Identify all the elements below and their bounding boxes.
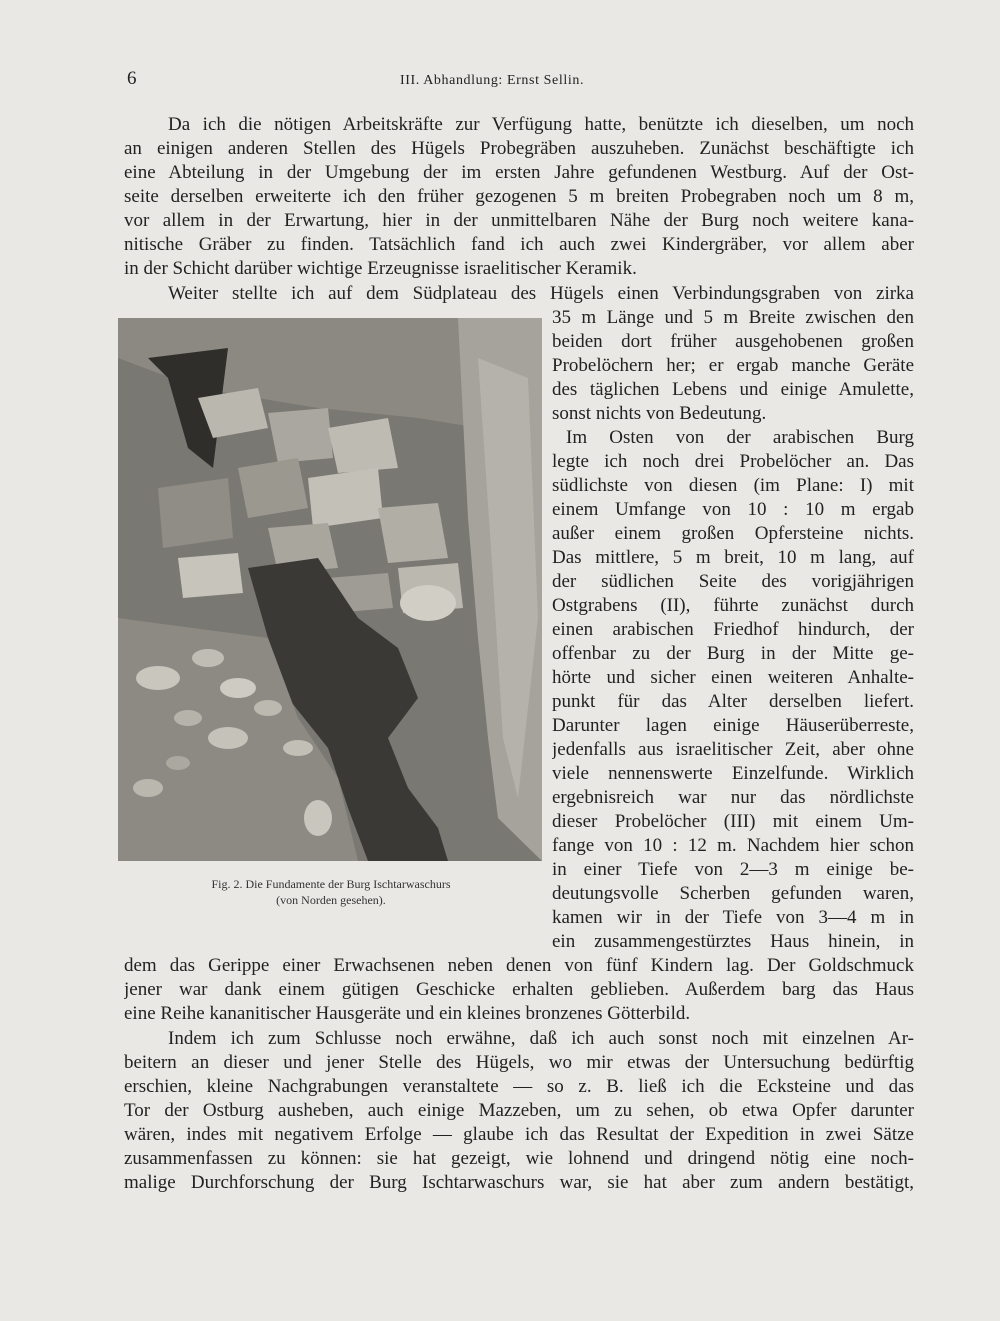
text-line: fange von 10 : 12 m. Nachdem hier schon <box>552 835 914 856</box>
text-line: Probelöchern her; er ergab manche Geräte <box>552 355 914 376</box>
text-line: Da ich die nötigen Arbeitskräfte zur Verfügung hatte, benützte ich dieselben, um noch <box>168 114 914 135</box>
text-line: kamen wir in der Tiefe von 3—4 m in <box>552 907 914 928</box>
text-line: malige Durchforschung der Burg Ischtarwaschurs war, sie hat aber zum andern bestätigt, <box>124 1172 914 1193</box>
caption-line: (von Norden gesehen). <box>276 893 386 907</box>
text-line: eine Reihe kananitischer Hausgeräte und ein kleines bronzenes Götterbild. <box>124 1003 691 1024</box>
text-line: Indem ich zum Schlusse noch erwähne, daß ich auch sonst noch mit einzelnen Ar- <box>168 1028 914 1049</box>
text-line: beiden dort früher ausgehobenen großen <box>552 331 914 352</box>
text-line: Das mittlere, 5 m breit, 10 m lang, auf <box>552 547 914 568</box>
text-line: dem das Gerippe einer Erwachsenen neben denen von fünf Kindern lag. Der Goldschmuck <box>124 955 914 976</box>
text-line: außer einem großen Opfersteine nichts. <box>552 523 914 544</box>
text-line: 35 m Länge und 5 m Breite zwischen den <box>552 307 914 328</box>
running-head: III. Abhandlung: Ernst Sellin. <box>400 73 585 88</box>
text-line: legte ich noch drei Probelöcher an. Das <box>552 451 914 472</box>
text-line: südlichste von diesen (im Plane: I) mit <box>552 475 914 496</box>
text-line: des täglichen Lebens und einige Amulette, <box>552 379 914 400</box>
text-line: Weiter stellte ich auf dem Südplateau des Hügels einen Verbindungsgraben von zirka <box>168 283 914 304</box>
text-line: viele nennenswerte Einzelfunde. Wirklich <box>552 763 914 784</box>
text-line: zusammenfassen zu können: sie hat gezeigt, wie lohnend und dringend nötig eine noch- <box>124 1148 914 1169</box>
text-line: vor allem in der Erwartung, hier in der unmittelbaren Nähe der Burg noch weitere kana- <box>124 210 914 231</box>
text-line: offenbar zu der Burg in der Mitte ge- <box>552 643 914 664</box>
text-line: einen arabischen Friedhof hindurch, der <box>552 619 914 640</box>
text-line: erschien, kleine Nachgrabungen veranstaltete — so z. B. ließ ich die Ecksteine und das <box>124 1076 914 1097</box>
text-line: einem Umfange von 10 : 10 m ergab <box>552 499 914 520</box>
text-line: ein zusammengestürztes Haus hinein, in <box>552 931 914 952</box>
text-line: in der Schicht darüber wichtige Erzeugnisse israelitischer Keramik. <box>124 258 637 279</box>
text-line: wären, indes mit negativem Erfolge — glaube ich das Resultat der Expedition in zwei Sätze <box>124 1124 914 1145</box>
figure-caption <box>120 876 542 908</box>
text-line: ergebnisreich war nur das nördlichste <box>552 787 914 808</box>
text-line: jener war dank einem gütigen Geschicke erhalten geblieben. Außerdem barg das Haus <box>124 979 914 1000</box>
text-line: nitische Gräber zu finden. Tatsächlich fand ich auch zwei Kindergräber, vor allem aber <box>124 234 914 255</box>
text-line: sonst nichts von Bedeutung. <box>552 403 767 424</box>
text-line: jedenfalls aus israelitischer Zeit, aber ohne <box>552 739 914 760</box>
page-number: 6 <box>127 68 137 89</box>
text-line: beitern an dieser und jener Stelle des Hügels, wo mir etwas der Untersuchung bedürftig <box>124 1052 914 1073</box>
text-line: Im Osten von der arabischen Burg <box>566 427 914 448</box>
caption-line: Fig. 2. Die Fundamente der Burg Ischtarwaschurs <box>211 877 451 891</box>
text-line: dieser Probelöcher (III) mit einem Um- <box>552 811 914 832</box>
text-line: Darunter lagen einige Häuserüberreste, <box>552 715 914 736</box>
text-line: der südlichen Seite des vorigjährigen <box>552 571 914 592</box>
text-line: punkt für das Alter derselben liefert. <box>552 691 914 712</box>
text-line: eine Abteilung in der Umgebung der im ersten Jahre gefundenen Westburg. Auf der Ost- <box>124 162 914 183</box>
text-line: in einer Tiefe von 2—3 m einige be- <box>552 859 914 880</box>
text-line: an einigen anderen Stellen des Hügels Probegräben auszuheben. Zunächst beschäftigte ich <box>124 138 914 159</box>
text-line: Tor der Ostburg ausheben, auch einige Mazzeben, um zu sehen, ob etwa Opfer darunter <box>124 1100 914 1121</box>
excavation-photo <box>118 318 542 861</box>
text-line: hörte und sicher einen weiteren Anhalte- <box>552 667 914 688</box>
text-line: seite derselben erweiterte ich den früher gezogenen 5 m breiten Probegraben noch um 8 m, <box>124 186 914 207</box>
text-line: Ostgrabens (II), führte zunächst durch <box>552 595 914 616</box>
text-line: deutungsvolle Scherben gefunden waren, <box>552 883 914 904</box>
